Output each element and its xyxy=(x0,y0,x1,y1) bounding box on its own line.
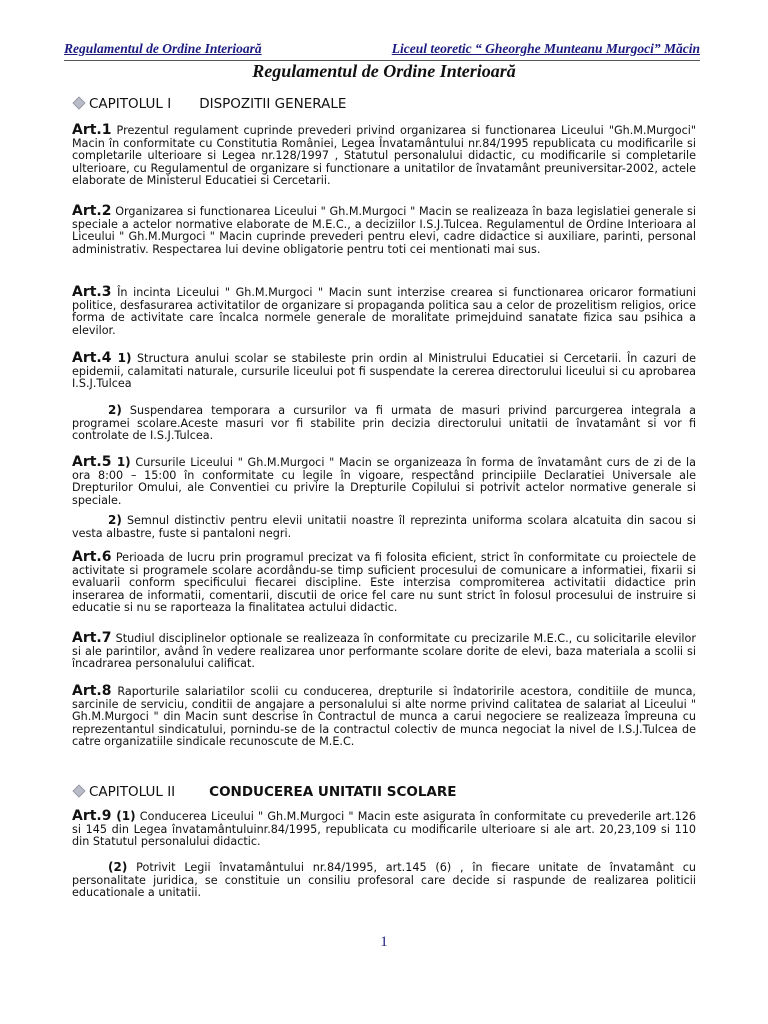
chapter-name: DISPOZITII GENERALE xyxy=(199,96,347,112)
header-document-title: Regulamentul de Ordine Interioară xyxy=(64,41,262,56)
article-7 xyxy=(72,632,696,671)
article-label: Art.8 xyxy=(72,683,112,699)
article-4-paragraph-2 xyxy=(72,404,696,443)
paragraph-number: 1) xyxy=(111,351,132,365)
article-text: Studiul disciplinelor optionale se realizeaza în conformitate cu precizarile M.E.C., cu solicitarile elevilor si ale parintilor, având în vedere realizarea unor performante scolare dorite de elevi, baza materiala a scolii si încadrarea personalului calificat. xyxy=(72,632,696,670)
article-3 xyxy=(72,286,696,337)
article-2 xyxy=(72,205,696,256)
article-text: Structura anului scolar se stabileste prin ordin al Ministrului Educatiei si Cercetarii. În cazuri de epidemii, calamitati naturale, cursurile liceului pot fi suspendate la cererea directorului liceului si cu aprobarea I.S.J.Tulcea xyxy=(72,352,696,390)
article-9-paragraph-2 xyxy=(72,861,696,900)
article-label: Art.1 xyxy=(72,122,112,138)
article-label: Art.4 xyxy=(72,350,112,366)
article-text: În incinta Liceului " Gh.M.Murgoci " Macin sunt interzise crearea si functionarea oricaror formatiuni politice, desfasurarea activitatilor de organizare si propaganda politica sau a celor de prozelitism religios, orice forma de activitate care încalca normele generale de moralitate primejduind sanatate fizica sau psihica a elevilor. xyxy=(72,286,696,337)
paragraph-number: 1) xyxy=(111,455,131,469)
article-text: Prezentul regulament cuprinde prevederi privind organizarea si functionarea Liceului "Gh.M.Murgoci" Macin în conformitate cu Constitutia României, Legea Învatamântului nr.84/1995 republicata cu modificarile si completarile ulterioare si Legea nr.128/1997 , Statutul personalului didactic, cu modificarile si completarile ulterioare, cu Regulamentul de organizare si functionare a unitatilor de învatamânt preuniversitar-2002, actele elaborate de Ministerul Educatiei si Cercetarii. xyxy=(72,124,696,187)
chapter-number: CAPITOLUL II xyxy=(89,784,176,800)
article-text: Suspendarea temporara a cursurilor va fi urmata de masuri privind parcurgerea integrala a programei scolare.Aceste masuri vor fi stabilite prin decizia directorului unitatii de învatamânt si vor fi controlate de I.S.J.Tulcea. xyxy=(72,404,696,442)
header-school-name: Liceul teoretic “ Gheorghe Munteanu Murgoci” Măcin xyxy=(391,41,700,56)
article-label: Art.2 xyxy=(72,203,112,219)
document-title: Regulamentul de Ordine Interioară xyxy=(252,61,516,81)
chapter-heading-2 xyxy=(72,784,457,800)
article-5-paragraph-2 xyxy=(72,514,696,540)
paragraph-number: 2) xyxy=(108,513,122,527)
article-text: Potrivit Legii învatamântului nr.84/1995, art.145 (6) , în fiecare unitate de învatamânt cu personalitate juridica, se constituie un consiliu profesoral care decide si raspunde de realizarea politicii educationale a unitatii. xyxy=(72,861,696,899)
article-1 xyxy=(72,124,696,188)
article-label: Art.7 xyxy=(72,630,112,646)
article-label: Art.5 xyxy=(72,454,112,470)
paragraph-number: (2) xyxy=(108,860,128,874)
article-text: Raporturile salariatilor scolii cu conducerea, drepturile si îndatoririle acestora, conditiile de munca, sarcinile de serviciu, conditii de angajare a personalului si alte norme privind calitatea de salariat al Liceului " Gh.M.Murgoci " din Macin sunt descrise în Contractul de munca a carui negociere se realizeaza împreuna cu reprezentantul sindicatului, pornindu-se de la contractul colectiv de munca negociat la nivel de I.S.J.Tulcea de catre organizatiile sindicale recunoscute de M.E.C. xyxy=(72,685,696,748)
paragraph-number: (1) xyxy=(111,809,136,823)
article-label: Art.9 xyxy=(72,808,112,824)
article-text: Organizarea si functionarea Liceului " Gh.M.Murgoci " Macin se realizeaza în baza legislatiei generale si speciale a actelor normative elaborate de M.E.C., a deciziilor I.S.J.Tulcea. Regulamentul de Ordine Interioara al Liceului " Gh.M.Murgoci " Macin cuprinde prevederi pentru elevi, cadre didactice si auxiliare, parinti, personal administrativ. Respectarea lui devine obligatorie pentru toti cei mentionati mai sus. xyxy=(72,205,696,256)
article-5 xyxy=(72,456,696,507)
article-label: Art.3 xyxy=(72,284,112,300)
article-6 xyxy=(72,551,696,615)
chapter-bullet-icon xyxy=(72,784,86,798)
article-8 xyxy=(72,685,696,749)
running-header xyxy=(64,40,700,61)
article-4 xyxy=(72,352,696,391)
chapter-heading-1 xyxy=(72,96,346,112)
chapter-bullet-icon xyxy=(72,96,86,110)
article-text: Perioada de lucru prin programul precizat va fi folosita eficient, strict în conformitate cu proiectele de activitate si programele scolare acordându-se timp suficient procesului de comunicare a informatiei, fixarii si evaluarii conform specificului fiecarei discipline. Este interzisa compromiterea activitatii didactice prin inserarea de informatii, comentarii, discutii de orice fel care nu sunt strict în folosul procesului de instruire si educatie si nu se raporteaza la finalitatea actului didactic. xyxy=(72,551,696,614)
paragraph-number: 2) xyxy=(108,403,122,417)
article-text: Cursurile Liceului " Gh.M.Murgoci " Macin se organizeaza în forma de învatamânt curs de zi de la ora 8:00 – 15:00 în conformitate cu legile în vigoare, respectând principiile Declaratiei Universale ale Drepturilor Omului, ale Conventiei cu privire la Drepturile Copilului si potrivit actelor normative generale si speciale. xyxy=(72,456,696,507)
article-text: Conducerea Liceului " Gh.M.Murgoci " Macin este asigurata în conformitate cu prevederile art.126 si 145 din Legea învatamântuluinr.84/1995, republicata cu modificarile ulterioare si ale art. 20,23,109 si 110 din Statutul personalului didactic. xyxy=(72,810,696,848)
chapter-number: CAPITOLUL I xyxy=(89,96,172,112)
chapter-name: CONDUCEREA UNITATII SCOLARE xyxy=(209,784,457,800)
article-label: Art.6 xyxy=(72,549,112,565)
article-9 xyxy=(72,810,696,849)
page-number: 1 xyxy=(380,934,388,950)
article-text: Semnul distinctiv pentru elevii unitatii noastre îl reprezinta uniforma scolara alcatuita din sacou si vesta albastre, fuste si pantaloni negri. xyxy=(72,514,696,540)
